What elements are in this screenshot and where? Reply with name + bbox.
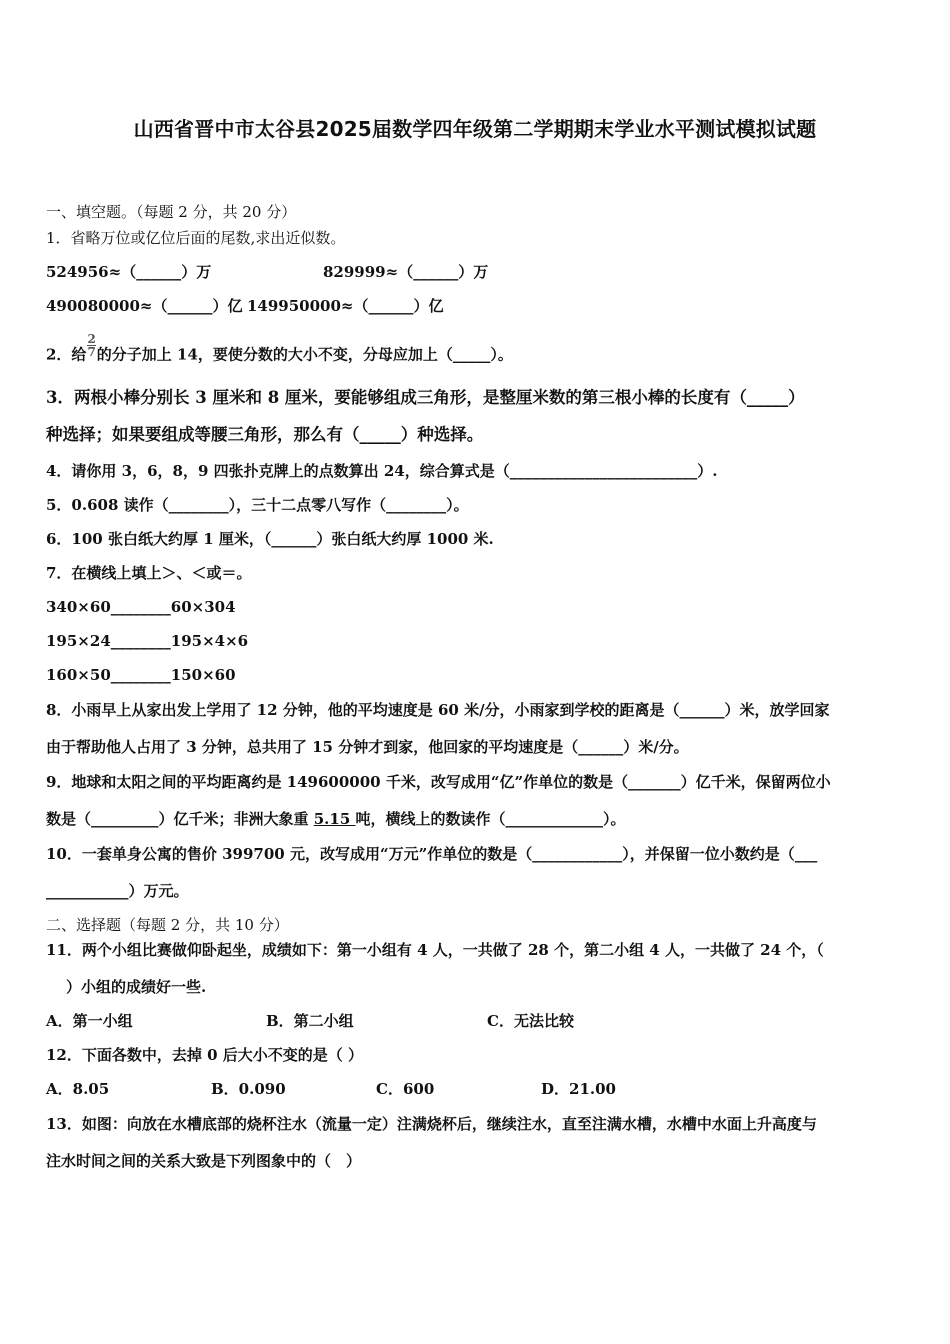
question-9-line-2 (46, 810, 626, 828)
question-11-option-b: B．第二小组 (266, 1012, 354, 1030)
question-1-item-d: 149950000≈（______）亿 (247, 297, 444, 315)
question-1-item-c: 490080000≈（______）亿 (46, 297, 243, 315)
question-9-line-2-b: 吨，横线上的数读作（_____________）。 (355, 810, 626, 828)
question-13-line-2: 注水时间之间的关系大致是下列图象中的（ ） (46, 1152, 362, 1170)
question-1-item-b: 829999≈（______）万 (323, 263, 489, 281)
question-2-prefix: 2．给 (46, 345, 87, 364)
question-8-line-2: 由于帮助他人占用了 3 分钟，总共用了 15 分钟才到家，他回家的平均速度是（______）米/分。 (46, 738, 689, 756)
question-7-row-1: 340×60________60×304 (46, 598, 236, 616)
question-9-line-1: 9．地球和太阳之间的平均距离约是 149600000 千米，改写成用“亿”作单位的数是（_______）亿千米，保留两位小 (46, 773, 831, 791)
question-7-row-3: 160×50________150×60 (46, 666, 236, 684)
question-4: 4．请你用 3，6，8，9 四张扑克牌上的点数算出 24，综合算式是（_________________________）. (46, 462, 718, 480)
question-2-text: 的分子加上 14，要使分数的大小不变，分母应加上（_____）。 (96, 345, 513, 364)
question-7-row-2: 195×24________195×4×6 (46, 632, 249, 650)
question-12: 12．下面各数中，去掉 0 后大小不变的是（ ） (46, 1046, 363, 1064)
question-6: 6．100 张白纸大约厚 1 厘米，（______）张白纸大约厚 1000 米. (46, 530, 494, 548)
question-11-option-c: C．无法比较 (487, 1012, 574, 1030)
fraction-denominator: 7 (87, 345, 96, 359)
question-10-line-2: ___________）万元。 (46, 882, 189, 900)
question-3-line-2: 种选择；如果要组成等腰三角形，那么有（_____）种选择。 (46, 425, 484, 444)
fraction-numerator: 2 (87, 332, 96, 346)
section-fill-blank-heading: 一、填空题。（每题 2 分，共 20 分） (46, 203, 297, 221)
section-choice-heading: 二、选择题（每题 2 分，共 10 分） (46, 916, 289, 934)
question-3-line-1: 3．两根小棒分别长 3 厘米和 8 厘米，要能够组成三角形，是整厘米数的第三根小棒的长度有（_____） (46, 388, 805, 407)
question-13-line-1: 13．如图：向放在水槽底部的烧杯注水（流量一定）注满烧杯后，继续注水，直至注满水槽，水槽中水面上升高度与 (46, 1115, 817, 1133)
page-title: 山西省晋中市太谷县2025届数学四年级第二学期期末学业水平测试模拟试题 (133, 117, 817, 141)
question-12-option-b: B．0.090 (211, 1080, 286, 1098)
question-9-line-2-a: 数是（_________）亿千米；非洲大象重 (46, 810, 314, 828)
question-12-option-d: D．21.00 (541, 1080, 616, 1098)
question-8-line-1: 8．小雨早上从家出发上学用了 12 分钟，他的平均速度是 60 米/分，小雨家到学校的距离是（______）米，放学回家 (46, 701, 830, 719)
question-7: 7．在横线上填上＞、＜或＝。 (46, 564, 252, 582)
question-11-line-2: ）小组的成绩好一些. (66, 978, 207, 996)
question-1: 1．省略万位或亿位后面的尾数,求出近似数。 (46, 229, 346, 247)
question-11-line-1: 11．两个小组比赛做仰卧起坐，成绩如下：第一小组有 4 人，一共做了 28 个，第二小组 4 人，一共做了 24 个，（ (46, 941, 824, 959)
question-5: 5．0.608 读作（________），三十二点零八写作（________）。 (46, 496, 469, 514)
question-11-option-a: A．第一小组 (46, 1012, 133, 1030)
underlined-weight: 5.15 (313, 810, 356, 828)
question-12-option-a: A．8.05 (46, 1080, 110, 1098)
question-2 (46, 332, 513, 368)
question-1-item-a: 524956≈（______）万 (46, 263, 212, 281)
fraction-two-sevenths (87, 333, 95, 358)
question-12-option-c: C．600 (376, 1080, 435, 1098)
question-10-line-1: 10．一套单身公寓的售价 399700 元，改写成用“万元”作单位的数是（____________），并保留一位小数约是（___ (46, 845, 818, 863)
